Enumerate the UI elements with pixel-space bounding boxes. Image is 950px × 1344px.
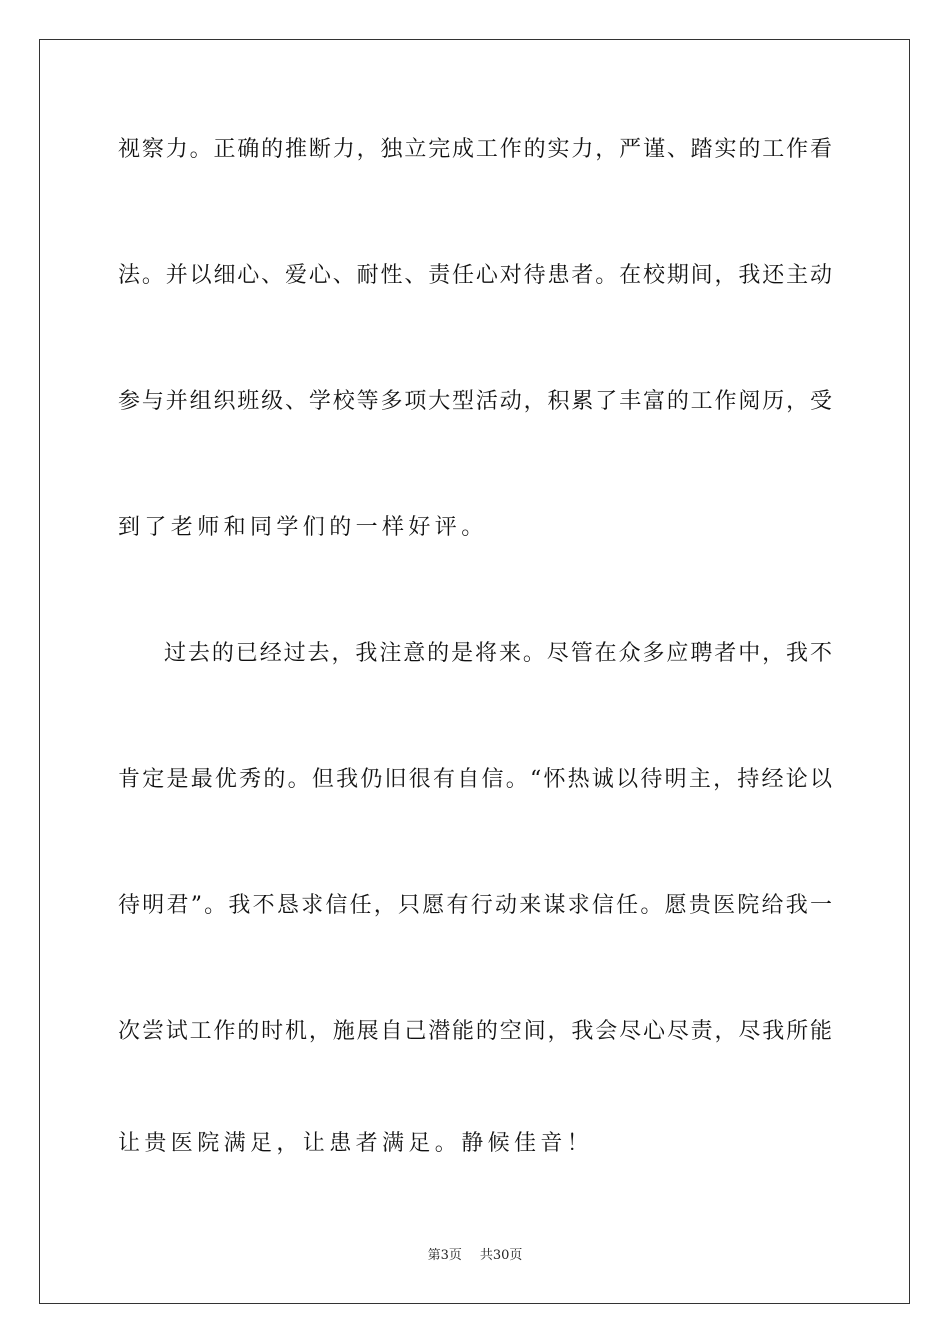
page-number: 第3页 (427, 1248, 462, 1263)
body-line-6: 肯定是最优秀的。但我仍旧很有自信。“怀热诚以待明主，持经论以 (118, 767, 832, 792)
body-line-1: 视察力。正确的推断力，独立完成工作的实力，严谨、踏实的工作看 (118, 137, 832, 162)
body-line-4: 到了老师和同学们的一样好评。 (118, 515, 488, 540)
page-frame (39, 39, 910, 1304)
page-total: 共30页 (479, 1248, 523, 1263)
body-line-5: 过去的已经过去，我注意的是将来。尽管在众多应聘者中，我不 (164, 641, 832, 666)
page-footer (0, 1247, 950, 1265)
body-line-7: 待明君”。我不恳求信任，只愿有行动来谋求信任。愿贵医院给我一 (118, 893, 832, 918)
body-line-8: 次尝试工作的时机，施展自己潜能的空间，我会尽心尽责，尽我所能 (118, 1019, 832, 1044)
body-line-2: 法。并以细心、爱心、耐性、责任心对待患者。在校期间，我还主动 (118, 263, 832, 288)
body-line-3: 参与并组织班级、学校等多项大型活动，积累了丰富的工作阅历，受 (118, 389, 832, 414)
body-line-9: 让贵医院满足，让患者满足。静候佳音！ (118, 1131, 594, 1156)
